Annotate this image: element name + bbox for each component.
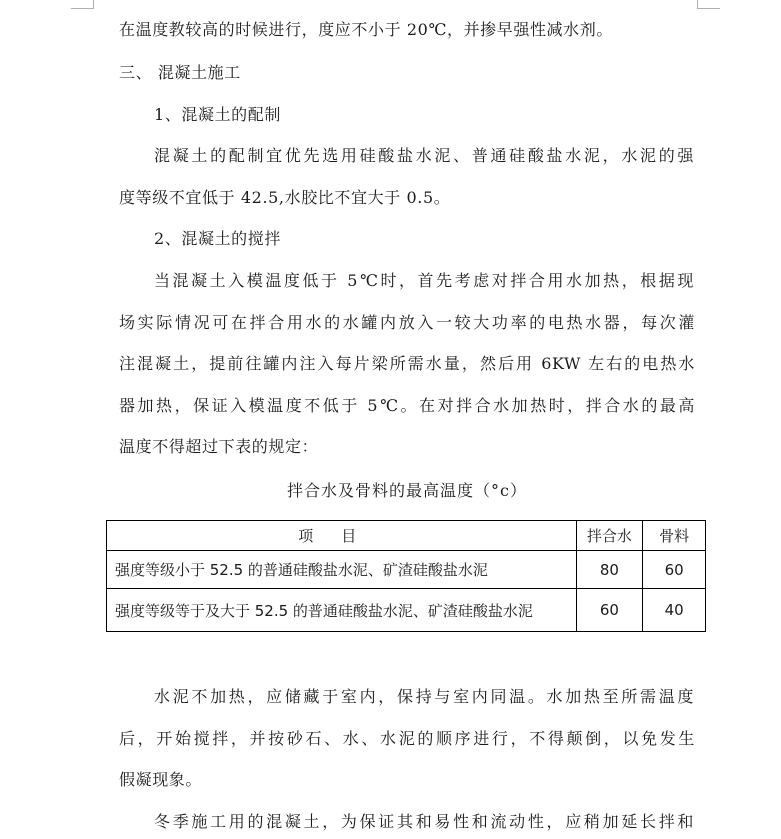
paragraph-line: 水泥不加热，应储藏于室内，保持与室内同温。水加热至所需温度 [154, 687, 694, 706]
header-item: 项目 [107, 521, 577, 551]
paragraph-line: 后，开始搅拌，并按砂石、水、水泥的顺序进行，不得颠倒，以免发生 [119, 729, 695, 748]
table-header-row [107, 521, 706, 551]
paragraph-line: 冬季施工用的混凝土，为保证其和易性和流动性，应稍加延长拌和 [154, 812, 694, 831]
subheading-mix: 1、混凝土的配制 [154, 105, 281, 124]
paragraph-line: 混凝土的配制宜优先选用硅酸盐水泥、普通硅酸盐水泥，水泥的强 [154, 146, 694, 165]
paragraph-line: 假凝现象。 [119, 770, 203, 789]
row-water: 80 [576, 551, 643, 589]
subheading-stir: 2、混凝土的搅拌 [154, 229, 281, 248]
row-water: 60 [576, 589, 643, 632]
table-row [107, 589, 706, 632]
paragraph-line: 注混凝土，提前往罐内注入每片梁所需水量，然后用 6KW 左右的电热水 [119, 354, 695, 373]
row-item: 强度等级小于 52.5 的普通硅酸盐水泥、矿渣硅酸盐水泥 [107, 551, 577, 589]
paragraph-line: 场实际情况可在拌合用水的水罐内放入一较大功率的电热水器，每次灌 [119, 313, 695, 332]
paragraph-line: 当混凝土入模温度低于 5℃时，首先考虑对拌合用水加热，根据现 [154, 271, 694, 290]
temperature-table [106, 520, 706, 632]
header-aggregate: 骨料 [643, 521, 706, 551]
row-aggregate: 60 [643, 551, 706, 589]
table-caption: 拌合水及骨料的最高温度（°c） [287, 481, 527, 500]
paragraph-line: 温度不得超过下表的规定： [119, 437, 319, 456]
row-item: 强度等级等于及大于 52.5 的普通硅酸盐水泥、矿渣硅酸盐水泥 [107, 589, 577, 632]
header-water: 拌合水 [576, 521, 643, 551]
page-corner-mark-right [697, 0, 720, 9]
table-row [107, 551, 706, 589]
row-aggregate: 40 [643, 589, 706, 632]
section-heading: 三、 混凝土施工 [119, 63, 241, 82]
paragraph-line: 器加热，保证入模温度不低于 5℃。在对拌合水加热时，拌合水的最高 [119, 396, 695, 415]
page-corner-mark-left [71, 0, 94, 9]
paragraph-line: 度等级不宜低于 42.5,水胶比不宜大于 0.5。 [119, 188, 451, 207]
paragraph-line: 在温度教较高的时候进行，度应不小于 20℃，并掺早强性减水剂。 [119, 20, 613, 39]
